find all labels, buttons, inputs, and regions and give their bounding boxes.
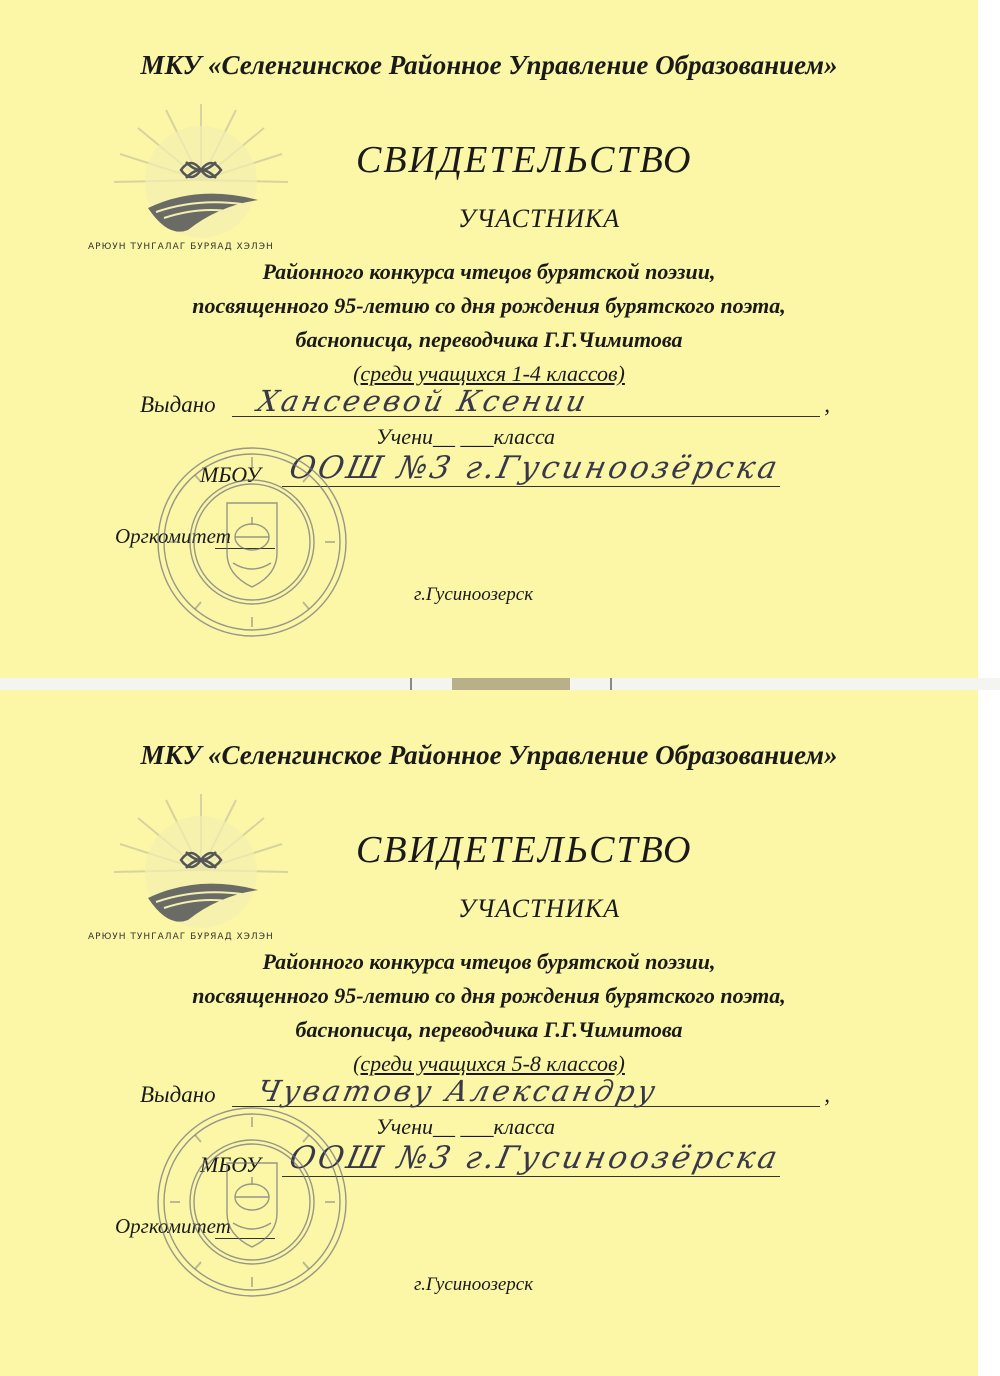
- buryat-language-logo: [86, 790, 316, 950]
- grade-range: (среди учащихся 5-8 классов): [353, 1051, 625, 1076]
- issued-to-row: [140, 384, 830, 422]
- issued-comma: ,: [824, 1082, 830, 1107]
- seam-tab: [452, 678, 570, 690]
- school-label: МБОУ: [200, 1152, 261, 1177]
- certificate-primary-grades: [0, 0, 978, 678]
- seam-mark: [610, 678, 612, 690]
- official-seal-stamp: [155, 445, 350, 640]
- contest-line-3: баснописца, переводчика Г.Г.Чимитова: [295, 327, 683, 352]
- issued-comma: ,: [824, 392, 830, 417]
- certificate-subtitle: УЧАСТНИКА: [458, 894, 621, 923]
- recipient-name: Хансеевой Ксении: [254, 384, 592, 418]
- city: г.Гусиноозерск: [414, 584, 534, 605]
- issued-label: Выдано: [140, 1082, 216, 1107]
- logo-motto: АРЮУН ТУНГАЛАГ БУРЯАД ХЭЛЭН: [88, 932, 274, 942]
- school-underline: [282, 486, 780, 487]
- certificate-title: СВИДЕТЕЛЬСТВО: [356, 139, 693, 181]
- buryat-language-logo: [86, 100, 316, 260]
- logo-motto: АРЮУН ТУНГАЛАГ БУРЯАД ХЭЛЭН: [88, 242, 274, 252]
- contest-line-1: Районного конкурса чтецов бурятской поэзии,: [262, 259, 716, 284]
- city: г.Гусиноозерск: [414, 1274, 534, 1295]
- certificate-title: СВИДЕТЕЛЬСТВО: [356, 829, 693, 871]
- committee-label: Оргкомитет: [115, 1214, 231, 1238]
- contest-description: [0, 255, 978, 391]
- issuing-organization: МКУ «Селенгинское Районное Управление Образованием»: [140, 740, 838, 770]
- official-seal-stamp: [155, 1105, 350, 1300]
- contest-description: [0, 945, 978, 1081]
- contest-line-2: посвященного 95-летию со дня рождения бурятского поэта,: [192, 983, 786, 1008]
- contest-line-1: Районного конкурса чтецов бурятской поэзии,: [262, 949, 716, 974]
- contest-line-3: баснописца, переводчика Г.Г.Чимитова: [295, 1017, 683, 1042]
- grade-range: (среди учащихся 1-4 классов): [353, 361, 625, 386]
- school-label: МБОУ: [200, 462, 261, 487]
- certificate-middle-grades: [0, 690, 978, 1376]
- student-grade-label: Учени__ ___класса: [376, 1114, 556, 1139]
- school-name: ООШ №3 г.Гусиноозёрска: [286, 1140, 784, 1176]
- student-grade-label: Учени__ ___класса: [376, 424, 556, 449]
- committee-label: Оргкомитет: [115, 524, 231, 548]
- recipient-name: Чуватову Александру: [254, 1074, 662, 1108]
- contest-line-2: посвященного 95-летию со дня рождения бурятского поэта,: [192, 293, 786, 318]
- school-underline: [282, 1176, 780, 1177]
- issuing-organization: МКУ «Селенгинское Районное Управление Образованием»: [140, 50, 838, 80]
- certificate-subtitle: УЧАСТНИКА: [458, 204, 621, 233]
- school-name: ООШ №3 г.Гусиноозёрска: [286, 450, 784, 486]
- seam-mark: [410, 678, 412, 690]
- issued-label: Выдано: [140, 392, 216, 417]
- sheet-seam: [0, 678, 1000, 690]
